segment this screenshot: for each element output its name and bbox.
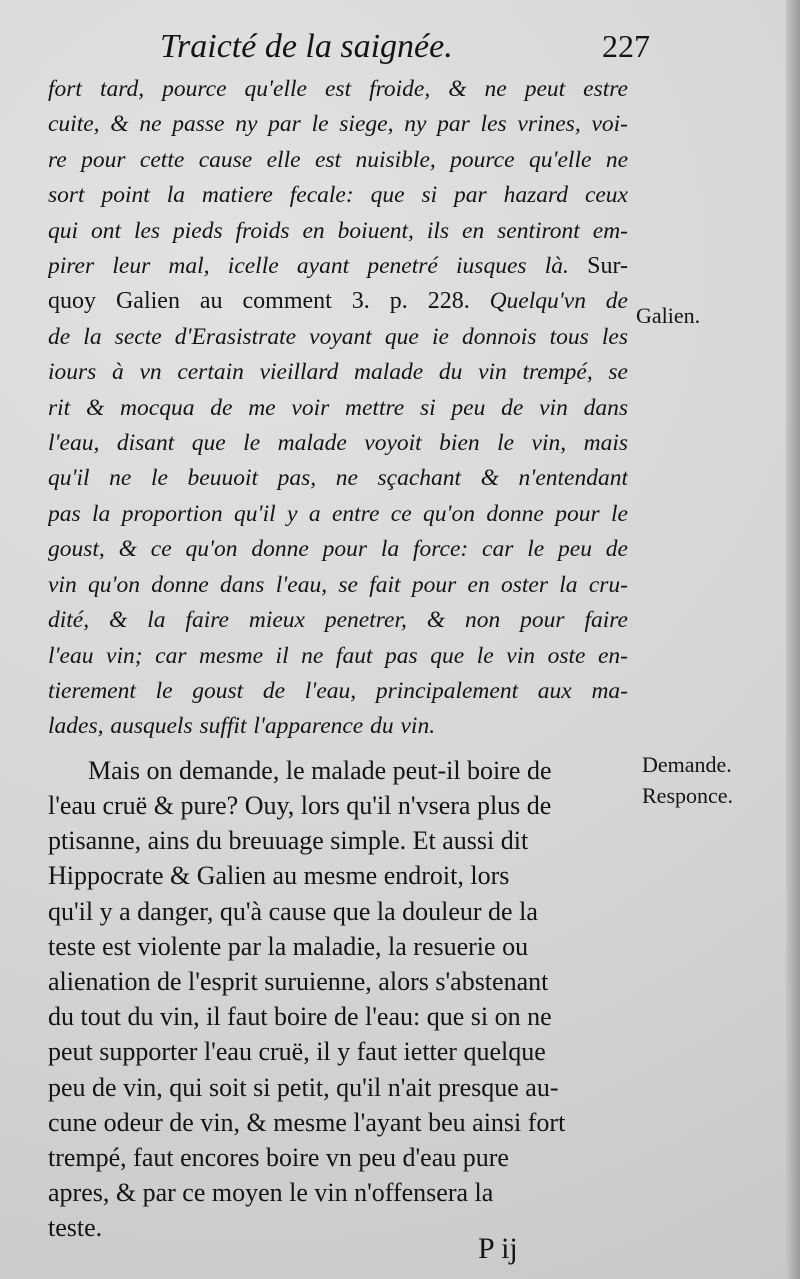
text-line: tierement le goust de l'eau, principalement aux ma- xyxy=(48,677,628,704)
text-line: l'eau vin; car mesme il ne faut pas que le vin oste en- xyxy=(48,642,628,669)
text-line: peu de vin, qui soit si petit, qu'il n'ait presque au- xyxy=(48,1072,559,1102)
text-line xyxy=(48,284,628,319)
italic-paragraph xyxy=(48,72,628,745)
text-line: de la secte d'Erasistrate voyant que ie donnois tous les xyxy=(48,323,628,350)
margin-note-galien: Galien. xyxy=(636,303,701,328)
body-text xyxy=(48,72,628,1246)
text-line: alienation de l'esprit suruienne, alors s'abstenant xyxy=(48,966,549,996)
text-line: fort tard, pource qu'elle est froide, & ne peut estre xyxy=(48,76,628,102)
text-line: qui ont les pieds froids en boiuent, ils en sentiront em- xyxy=(48,217,628,244)
text-fragment: Sur- xyxy=(587,253,628,280)
text-line: cune odeur de vin, & mesme l'ayant beu ainsi fort xyxy=(48,1107,566,1137)
signature-mark: P ij xyxy=(478,1232,518,1265)
roman-paragraph xyxy=(48,753,628,1246)
text-line: du tout du vin, il faut boire de l'eau: que si on ne xyxy=(48,1002,552,1032)
text-line: iours à vn certain vieillard malade du vin trempé, se xyxy=(48,359,628,386)
text-line: rit & mocqua de me voir mettre si peu de vin dans xyxy=(48,394,628,421)
text-line: sort point la matiere fecale: que si par hazard ceux xyxy=(48,182,628,209)
text-line: teste est violente par la maladie, la resuerie ou xyxy=(48,931,529,961)
page-edge xyxy=(786,0,800,1279)
text-line: trempé, faut encores boire vn peu d'eau pure xyxy=(48,1142,509,1172)
text-line: qu'il y a danger, qu'à cause que la douleur de la xyxy=(48,896,538,926)
text-line: pas la proportion qu'il y a entre ce qu'on donne pour le xyxy=(48,500,628,527)
text-line: qu'il ne le beuuoit pas, ne sçachant & n'entendant xyxy=(48,465,628,492)
text-line: cuite, & ne passe ny par le siege, ny par les vrines, voi- xyxy=(48,111,628,138)
running-title: Traicté de la saignée. xyxy=(160,28,453,65)
text-line xyxy=(48,249,628,284)
text-line: peut supporter l'eau cruë, il y faut ietter quelque xyxy=(48,1037,546,1067)
text-line: lades, ausquels suffit l'apparence du vin. xyxy=(48,713,436,740)
text-line: l'eau, disant que le malade voyoit bien le vin, mais xyxy=(48,430,628,457)
margin-note-demande: Demande. xyxy=(642,752,732,777)
page-header xyxy=(160,28,650,74)
text-line: re pour cette cause elle est nuisible, pource qu'elle ne xyxy=(48,146,628,173)
text-line: dité, & la faire mieux penetrer, & non pour faire xyxy=(48,607,628,634)
text-line: apres, & par ce moyen le vin n'offensera la xyxy=(48,1178,494,1208)
margin-note-response: Responce. xyxy=(642,783,734,808)
text-fragment: Quelqu'vn de xyxy=(489,288,628,315)
text-line: Mais on demande, le malade peut-il boire de xyxy=(88,755,552,785)
text-line: Hippocrate & Galien au mesme endroit, lors xyxy=(48,861,510,891)
text-fragment: pirer leur mal, icelle ayant penetré iusques là. xyxy=(48,253,569,280)
text-line: goust, & ce qu'on donne pour la force: car le peu de xyxy=(48,536,628,563)
text-fragment: quoy Galien au comment 3. p. 228. xyxy=(48,288,470,315)
text-line: teste. xyxy=(48,1213,103,1243)
text-line: ptisanne, ains du breuuage simple. Et aussi dit xyxy=(48,826,529,856)
text-line: l'eau cruë & pure? Ouy, lors qu'il n'vsera plus de xyxy=(48,790,552,820)
text-line: vin qu'on donne dans l'eau, se fait pour en oster la cru- xyxy=(48,571,628,598)
page-number: 227 xyxy=(602,28,650,64)
